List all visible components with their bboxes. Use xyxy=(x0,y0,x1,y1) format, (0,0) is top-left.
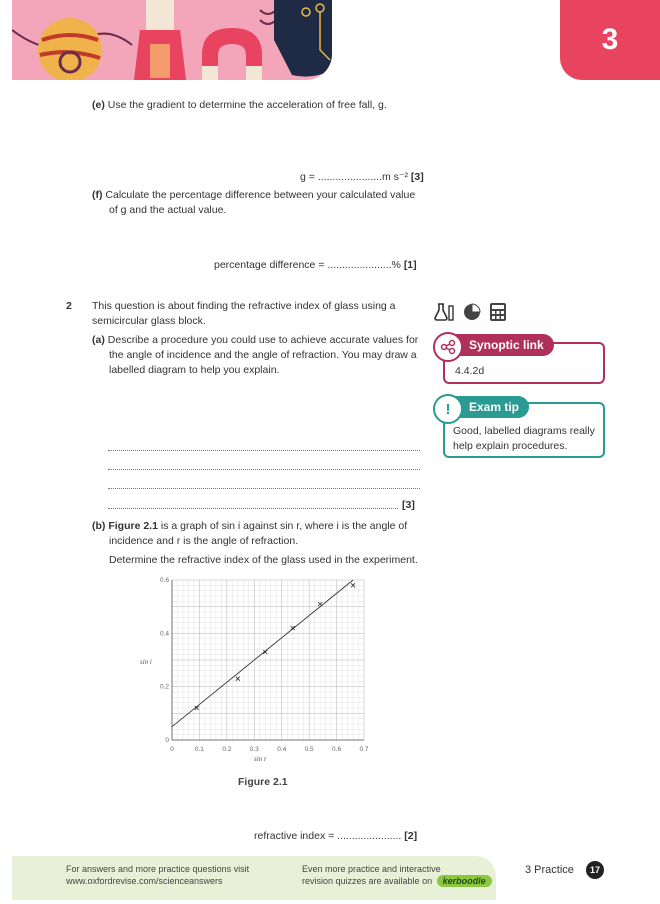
part-e-label: (e) xyxy=(92,99,105,111)
question-2-text-line1: This question is about finding the refractive index of glass using a xyxy=(92,300,396,312)
part-e-marks: [3] xyxy=(410,171,424,183)
x-tick-label: 0.4 xyxy=(277,746,287,753)
part-f-answer-dots: ...................... xyxy=(327,259,392,271)
part-a-line2: the angle of incidence and the angle of refraction. You may draw a xyxy=(109,349,417,361)
part-f-answer-line[interactable] xyxy=(214,258,417,273)
exam-tip-title-text: Exam tip xyxy=(469,400,520,414)
y-tick-label: 0 xyxy=(165,737,169,744)
part-e-question xyxy=(92,98,387,113)
x-tick-label: 0 xyxy=(170,746,174,753)
part-f-question xyxy=(92,188,415,218)
y-axis-label: sin i xyxy=(140,658,152,666)
part-f-answer-unit: % xyxy=(391,259,401,271)
exam-tip-box xyxy=(443,402,605,458)
question-2-text-line2: semicircular glass block. xyxy=(92,315,206,327)
footer-mid-line1: Even more practice and interactive xyxy=(302,864,441,874)
part-f-marks: [1] xyxy=(403,259,417,271)
footer-left-line1: For answers and more practice questions visit xyxy=(66,864,250,874)
grid-major xyxy=(172,580,364,740)
part-b-answer-prefix: refractive index = xyxy=(254,830,338,842)
figure-caption: Figure 2.1 xyxy=(238,776,288,788)
part-e-text: Use the gradient to determine the acceleration of free fall, g. xyxy=(107,99,387,111)
part-e-answer-prefix: g = xyxy=(300,171,318,183)
answer-line[interactable] xyxy=(108,469,420,470)
part-b-figure-ref: Figure 2.1 xyxy=(108,520,158,532)
part-a-label: (a) xyxy=(92,334,105,346)
chapter-tab: 3 xyxy=(560,0,660,80)
best-fit-line-segment xyxy=(172,580,353,727)
part-a-line3: labelled diagram to help you explain. xyxy=(109,364,280,376)
answer-line[interactable] xyxy=(108,488,420,489)
part-b-label: (b) xyxy=(92,520,106,532)
x-tick-label: 0.2 xyxy=(222,746,232,753)
x-axis-label: sin r xyxy=(254,755,267,763)
part-b-answer-line[interactable] xyxy=(254,829,417,844)
pie-chart-icon xyxy=(462,302,482,322)
part-e-answer-dots: ...................... xyxy=(317,171,382,183)
part-f-text-line2: of g and the actual value. xyxy=(109,204,227,216)
footer-url[interactable]: www.oxfordrevise.com/scienceanswers xyxy=(66,876,223,886)
sin-graph xyxy=(130,570,390,770)
exclamation-icon: ! xyxy=(433,394,463,424)
link-icon xyxy=(433,332,463,362)
footer-mid-line2: revision quizzes are available on xyxy=(302,876,433,886)
science-illustration xyxy=(12,0,332,80)
part-e-answer-unit: m s⁻² xyxy=(382,171,408,183)
x-tick-label: 0.6 xyxy=(332,746,342,753)
kerboodle-logo[interactable]: kerboodle xyxy=(437,875,492,887)
best-fit-line xyxy=(172,580,353,727)
part-f-label: (f) xyxy=(92,189,103,201)
part-f-text-line1: Calculate the percentage difference between your calculated value xyxy=(105,189,416,201)
x-tick-label: 0.1 xyxy=(194,746,204,753)
exam-tip-line2: help explain procedures. xyxy=(453,440,568,452)
exam-tip-text xyxy=(453,424,595,454)
answer-line[interactable] xyxy=(108,508,398,509)
part-a-line1: Describe a procedure you could use to achieve accurate values for xyxy=(107,334,419,346)
y-tick-label: 0.4 xyxy=(159,630,169,638)
part-b-line2: incidence and r is the angle of refraction. xyxy=(109,535,299,547)
exam-tip-line1: Good, labelled diagrams really xyxy=(453,425,595,437)
part-a-question xyxy=(92,333,418,378)
flask-icon xyxy=(434,302,456,322)
page-number: 17 xyxy=(586,861,604,879)
part-b-line3: Determine the refractive index of the glass used in the experiment. xyxy=(109,554,418,566)
part-f-answer-prefix: percentage difference = xyxy=(214,259,328,271)
section-label: 3 Practice xyxy=(525,864,574,876)
part-b-question xyxy=(92,519,418,568)
header-illustration xyxy=(12,0,332,80)
y-tick-label: 0.6 xyxy=(159,577,169,584)
synoptic-ref: 4.4.2d xyxy=(455,365,485,377)
x-tick-label: 0.7 xyxy=(359,746,369,753)
synoptic-title-text: Synoptic link xyxy=(469,338,544,352)
x-tick-label: 0.3 xyxy=(249,746,259,753)
footer-kerboodle-text xyxy=(302,863,492,887)
part-a-marks: [3] xyxy=(402,499,415,511)
link-nodes-icon xyxy=(440,339,456,355)
tick-labels xyxy=(160,577,369,753)
part-b-answer-dots: ...................... xyxy=(337,830,402,842)
answer-line[interactable] xyxy=(108,450,420,451)
synoptic-link-box xyxy=(443,338,605,384)
part-b-line1: is a graph of sin i against sin r, where i is the angle of xyxy=(157,520,408,532)
question-2-stem xyxy=(92,299,396,329)
footer-band xyxy=(12,856,496,900)
skill-icons xyxy=(434,302,508,322)
x-tick-label: 0.5 xyxy=(304,746,314,753)
calculator-icon xyxy=(488,302,508,322)
part-b-marks: [2] xyxy=(404,830,418,842)
question-2-number: 2 xyxy=(66,300,72,312)
y-tick-label: 0.2 xyxy=(159,683,169,691)
footer-answers-text xyxy=(66,863,249,887)
part-e-answer-line[interactable] xyxy=(300,170,424,185)
